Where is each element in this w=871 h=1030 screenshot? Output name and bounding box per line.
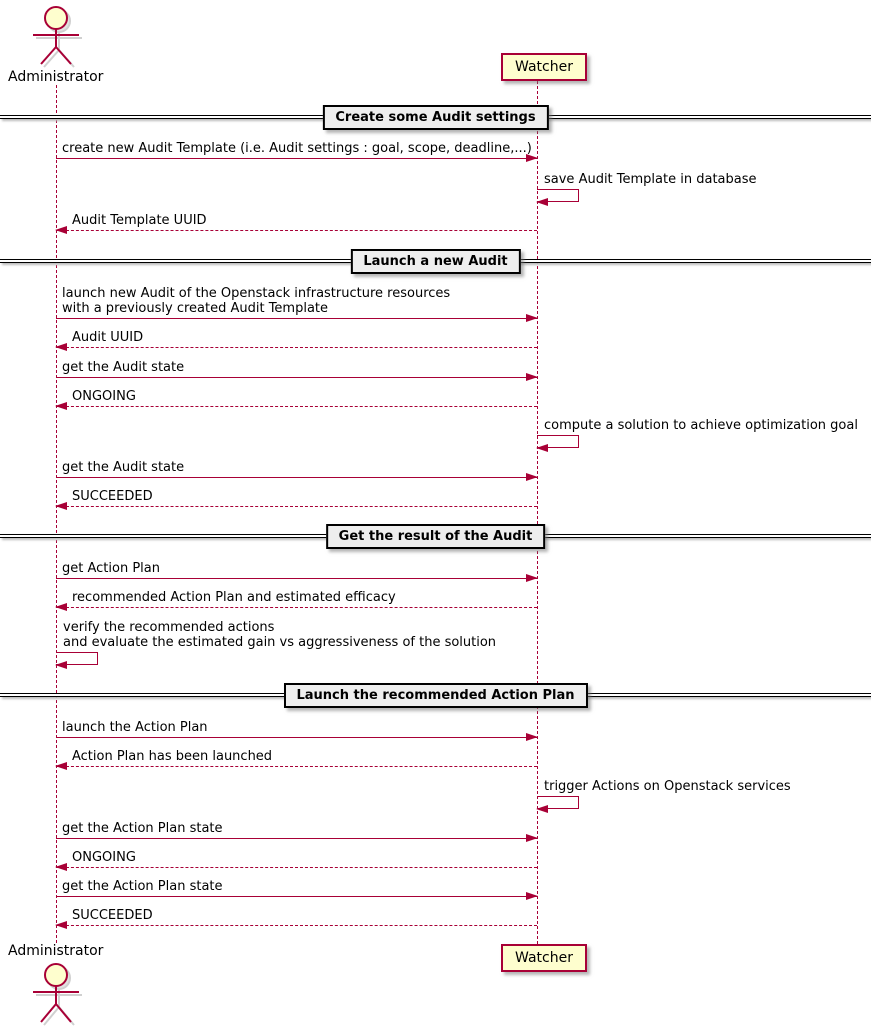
administrator-label-top: Administrator bbox=[8, 69, 104, 85]
message-arrow-solid bbox=[56, 318, 537, 319]
message-label bbox=[63, 620, 496, 650]
arrowhead-left-icon bbox=[536, 444, 548, 452]
administrator-actor-icon bbox=[24, 2, 88, 68]
message-text-line: Action Plan has been launched bbox=[72, 749, 273, 764]
message-arrow-dashed bbox=[56, 925, 537, 926]
message-label bbox=[62, 821, 223, 836]
message-arrow-solid bbox=[56, 737, 537, 738]
message-text-line: launch the Action Plan bbox=[62, 720, 208, 735]
message-text-line: compute a solution to achieve optimization goal bbox=[544, 418, 858, 433]
administrator-lifeline bbox=[56, 85, 57, 943]
message-label bbox=[72, 590, 396, 605]
arrowhead-right-icon bbox=[526, 574, 538, 582]
message-arrow-dashed bbox=[56, 607, 537, 608]
arrowhead-right-icon bbox=[526, 473, 538, 481]
divider-label: Launch a new Audit bbox=[363, 254, 508, 269]
message-text-line: Audit UUID bbox=[72, 330, 144, 345]
message-text-line: get the Audit state bbox=[62, 360, 185, 375]
self-message-arrow bbox=[56, 652, 98, 665]
arrowhead-left-icon bbox=[55, 603, 67, 611]
message-label bbox=[72, 489, 153, 504]
message-text-line: launch new Audit of the Openstack infrastructure resources bbox=[62, 286, 451, 301]
message-text-line: ONGOING bbox=[72, 850, 136, 865]
message-label bbox=[62, 360, 184, 375]
message-text-line: get the Audit state bbox=[62, 460, 185, 475]
message-label bbox=[544, 779, 791, 794]
divider-label: Launch the recommended Action Plan bbox=[296, 688, 575, 703]
message-text-line: SUCCEEDED bbox=[72, 908, 153, 923]
message-label bbox=[544, 418, 858, 433]
message-text-line: SUCCEEDED bbox=[72, 489, 153, 504]
message-text-line: ONGOING bbox=[72, 389, 136, 404]
message-arrow-solid bbox=[56, 158, 537, 159]
message-label bbox=[72, 749, 272, 764]
arrowhead-left-icon bbox=[55, 762, 67, 770]
message-arrow-solid bbox=[56, 377, 537, 378]
arrowhead-left-icon bbox=[55, 402, 67, 410]
message-text-line: trigger Actions on Openstack services bbox=[544, 779, 791, 794]
arrowhead-left-icon bbox=[536, 805, 548, 813]
arrowhead-left-icon bbox=[55, 502, 67, 510]
message-label bbox=[72, 908, 153, 923]
message-text-line: create new Audit Template (i.e. Audit settings : goal, scope, deadline,...) bbox=[62, 141, 532, 156]
message-label bbox=[62, 879, 223, 894]
message-label bbox=[62, 286, 450, 316]
arrowhead-left-icon bbox=[55, 343, 67, 351]
divider-launch-action-plan bbox=[283, 683, 587, 708]
administrator-actor-icon-bottom bbox=[24, 958, 88, 1030]
message-text-line: get the Action Plan state bbox=[62, 879, 223, 894]
arrowhead-right-icon bbox=[526, 733, 538, 741]
watcher-label-bottom: Watcher bbox=[515, 950, 573, 966]
arrowhead-left-icon bbox=[55, 226, 67, 234]
divider-create-audit-settings bbox=[322, 105, 548, 130]
arrowhead-right-icon bbox=[526, 834, 538, 842]
self-message-arrow bbox=[537, 796, 579, 809]
arrowhead-left-icon bbox=[55, 661, 67, 669]
watcher-label-top: Watcher bbox=[515, 59, 573, 75]
message-arrow-solid bbox=[56, 477, 537, 478]
divider-launch-new-audit bbox=[350, 249, 520, 274]
message-arrow-dashed bbox=[56, 230, 537, 231]
message-text-line: get Action Plan bbox=[62, 561, 160, 576]
message-arrow-dashed bbox=[56, 406, 537, 407]
message-label bbox=[62, 561, 160, 576]
message-text-line: Audit Template UUID bbox=[72, 213, 207, 228]
divider-label: Create some Audit settings bbox=[335, 110, 536, 125]
watcher-box-bottom bbox=[501, 944, 587, 972]
message-label bbox=[544, 172, 757, 187]
watcher-lifeline bbox=[537, 81, 538, 944]
administrator-label-bottom: Administrator bbox=[8, 943, 104, 959]
message-arrow-dashed bbox=[56, 867, 537, 868]
message-text-line: save Audit Template in database bbox=[544, 172, 757, 187]
message-text-line: with a previously created Audit Template bbox=[62, 301, 329, 316]
self-message-arrow bbox=[537, 435, 579, 448]
arrowhead-left-icon bbox=[55, 863, 67, 871]
divider-get-result-audit bbox=[326, 524, 546, 549]
message-text-line: recommended Action Plan and estimated efficacy bbox=[72, 590, 396, 605]
message-label bbox=[72, 850, 136, 865]
message-label bbox=[72, 213, 207, 228]
message-label bbox=[62, 460, 184, 475]
arrowhead-right-icon bbox=[526, 892, 538, 900]
message-text-line: and evaluate the estimated gain vs aggressiveness of the solution bbox=[63, 635, 497, 650]
message-arrow-solid bbox=[56, 578, 537, 579]
message-text-line: verify the recommended actions bbox=[63, 620, 275, 635]
message-arrow-dashed bbox=[56, 506, 537, 507]
message-arrow-solid bbox=[56, 838, 537, 839]
message-label bbox=[62, 141, 532, 156]
self-message-arrow bbox=[537, 189, 579, 202]
arrowhead-right-icon bbox=[526, 314, 538, 322]
watcher-box-top bbox=[501, 53, 587, 81]
message-arrow-solid bbox=[56, 896, 537, 897]
arrowhead-left-icon bbox=[536, 198, 548, 206]
arrowhead-left-icon bbox=[55, 921, 67, 929]
message-label bbox=[72, 330, 143, 345]
divider-label: Get the result of the Audit bbox=[338, 529, 533, 544]
message-arrow-dashed bbox=[56, 347, 537, 348]
message-arrow-dashed bbox=[56, 766, 537, 767]
arrowhead-right-icon bbox=[526, 373, 538, 381]
message-text-line: get the Action Plan state bbox=[62, 821, 223, 836]
message-label bbox=[72, 389, 136, 404]
message-label bbox=[62, 720, 208, 735]
